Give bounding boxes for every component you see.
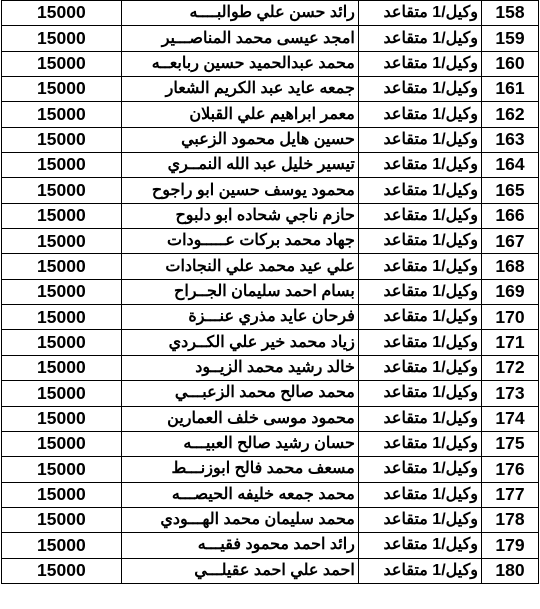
roster-sheet <box>1 0 539 584</box>
amount-cell: 15000 <box>2 330 122 355</box>
table-row <box>2 406 539 431</box>
serial-number-cell: 163 <box>481 127 538 152</box>
serial-number-cell: 166 <box>481 203 538 228</box>
rank-cell: وكيل/1 متقاعد <box>358 431 481 456</box>
serial-number-cell: 165 <box>481 178 538 203</box>
name-cell: محمد سليمان محمد الهـــودي <box>121 507 358 532</box>
table-row <box>2 229 539 254</box>
amount-cell: 15000 <box>2 127 122 152</box>
name-cell: معمر ابراهيم علي القبلان <box>121 102 358 127</box>
serial-number-cell: 161 <box>481 77 538 102</box>
rank-cell: وكيل/1 متقاعد <box>358 102 481 127</box>
table-row <box>2 153 539 178</box>
serial-number-cell: 167 <box>481 229 538 254</box>
rank-cell: وكيل/1 متقاعد <box>358 355 481 380</box>
rank-cell: وكيل/1 متقاعد <box>358 178 481 203</box>
rank-cell: وكيل/1 متقاعد <box>358 457 481 482</box>
table-row <box>2 254 539 279</box>
name-cell: خالد رشيد محمد الزيــود <box>121 355 358 380</box>
name-cell: زياد محمد خير علي الكــردي <box>121 330 358 355</box>
rank-cell: وكيل/1 متقاعد <box>358 254 481 279</box>
name-cell: محمد جمعه خليفه الحيصـــه <box>121 482 358 507</box>
rank-cell: وكيل/1 متقاعد <box>358 203 481 228</box>
name-cell: امجد عيسى محمد المناصـــير <box>121 26 358 51</box>
name-cell: محمود موسى خلف العمارين <box>121 406 358 431</box>
roster-table-body <box>2 1 539 584</box>
name-cell: تيسير خليل عبد الله النمــري <box>121 153 358 178</box>
name-cell: علي عيد محمد علي النجادات <box>121 254 358 279</box>
name-cell: رائد حسن علي طوالبــــه <box>121 1 358 26</box>
rank-cell: وكيل/1 متقاعد <box>358 26 481 51</box>
rank-cell: وكيل/1 متقاعد <box>358 153 481 178</box>
rank-cell: وكيل/1 متقاعد <box>358 1 481 26</box>
table-row <box>2 77 539 102</box>
rank-cell: وكيل/1 متقاعد <box>358 305 481 330</box>
table-row <box>2 381 539 406</box>
amount-cell: 15000 <box>2 77 122 102</box>
table-row <box>2 558 539 583</box>
table-row <box>2 127 539 152</box>
name-cell: حازم ناجي شحاده ابو دلبوح <box>121 203 358 228</box>
amount-cell: 15000 <box>2 558 122 583</box>
table-row <box>2 457 539 482</box>
serial-number-cell: 178 <box>481 507 538 532</box>
serial-number-cell: 169 <box>481 279 538 304</box>
amount-cell: 15000 <box>2 102 122 127</box>
table-row <box>2 431 539 456</box>
table-row <box>2 355 539 380</box>
amount-cell: 15000 <box>2 51 122 76</box>
amount-cell: 15000 <box>2 507 122 532</box>
serial-number-cell: 180 <box>481 558 538 583</box>
amount-cell: 15000 <box>2 229 122 254</box>
rank-cell: وكيل/1 متقاعد <box>358 229 481 254</box>
name-cell: رائد احمد محمود فقيـــه <box>121 533 358 558</box>
serial-number-cell: 176 <box>481 457 538 482</box>
amount-cell: 15000 <box>2 305 122 330</box>
name-cell: مسعف محمد فالح ابوزنـــط <box>121 457 358 482</box>
amount-cell: 15000 <box>2 406 122 431</box>
table-row <box>2 305 539 330</box>
serial-number-cell: 174 <box>481 406 538 431</box>
serial-number-cell: 164 <box>481 153 538 178</box>
serial-number-cell: 160 <box>481 51 538 76</box>
amount-cell: 15000 <box>2 153 122 178</box>
table-row <box>2 330 539 355</box>
rank-cell: وكيل/1 متقاعد <box>358 558 481 583</box>
table-row <box>2 507 539 532</box>
name-cell: حسان رشيد صالح العبيـــه <box>121 431 358 456</box>
table-row <box>2 482 539 507</box>
serial-number-cell: 179 <box>481 533 538 558</box>
rank-cell: وكيل/1 متقاعد <box>358 406 481 431</box>
serial-number-cell: 162 <box>481 102 538 127</box>
rank-cell: وكيل/1 متقاعد <box>358 330 481 355</box>
serial-number-cell: 171 <box>481 330 538 355</box>
serial-number-cell: 158 <box>481 1 538 26</box>
roster-table <box>1 0 539 584</box>
amount-cell: 15000 <box>2 1 122 26</box>
rank-cell: وكيل/1 متقاعد <box>358 77 481 102</box>
serial-number-cell: 172 <box>481 355 538 380</box>
name-cell: جمعه عايد عبد الكريم الشعار <box>121 77 358 102</box>
rank-cell: وكيل/1 متقاعد <box>358 533 481 558</box>
rank-cell: وكيل/1 متقاعد <box>358 51 481 76</box>
table-row <box>2 178 539 203</box>
table-row <box>2 1 539 26</box>
amount-cell: 15000 <box>2 178 122 203</box>
amount-cell: 15000 <box>2 203 122 228</box>
amount-cell: 15000 <box>2 533 122 558</box>
name-cell: محمود يوسف حسين ابو راجوح <box>121 178 358 203</box>
amount-cell: 15000 <box>2 381 122 406</box>
amount-cell: 15000 <box>2 431 122 456</box>
table-row <box>2 279 539 304</box>
name-cell: احمد علي احمد عقيلـــي <box>121 558 358 583</box>
amount-cell: 15000 <box>2 457 122 482</box>
table-row <box>2 533 539 558</box>
name-cell: بسام احمد سليمان الجــراح <box>121 279 358 304</box>
rank-cell: وكيل/1 متقاعد <box>358 127 481 152</box>
amount-cell: 15000 <box>2 355 122 380</box>
table-row <box>2 51 539 76</box>
serial-number-cell: 175 <box>481 431 538 456</box>
name-cell: محمد صالح محمد الزعبـــي <box>121 381 358 406</box>
name-cell: محمد عبدالحميد حسين ربابعــه <box>121 51 358 76</box>
serial-number-cell: 168 <box>481 254 538 279</box>
serial-number-cell: 173 <box>481 381 538 406</box>
amount-cell: 15000 <box>2 482 122 507</box>
amount-cell: 15000 <box>2 26 122 51</box>
table-row <box>2 26 539 51</box>
rank-cell: وكيل/1 متقاعد <box>358 507 481 532</box>
name-cell: حسين هايل محمود الزعبي <box>121 127 358 152</box>
name-cell: فرحان عايد مذري عنـــزة <box>121 305 358 330</box>
rank-cell: وكيل/1 متقاعد <box>358 381 481 406</box>
serial-number-cell: 177 <box>481 482 538 507</box>
amount-cell: 15000 <box>2 279 122 304</box>
table-row <box>2 102 539 127</box>
amount-cell: 15000 <box>2 254 122 279</box>
rank-cell: وكيل/1 متقاعد <box>358 482 481 507</box>
rank-cell: وكيل/1 متقاعد <box>358 279 481 304</box>
table-row <box>2 203 539 228</box>
name-cell: جهاد محمد بركات عـــــودات <box>121 229 358 254</box>
serial-number-cell: 170 <box>481 305 538 330</box>
serial-number-cell: 159 <box>481 26 538 51</box>
